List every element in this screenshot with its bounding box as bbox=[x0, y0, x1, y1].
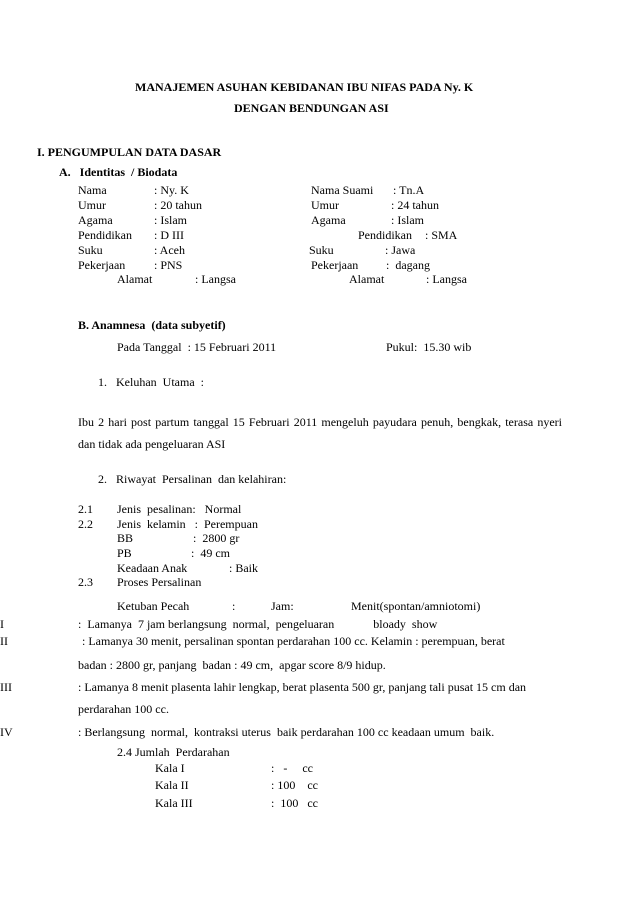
field-value: : Langsa bbox=[426, 272, 467, 286]
riwayat-heading: 2. Riwayat Persalinan dan kelahiran: bbox=[98, 472, 287, 486]
ketuban-jam: Jam: bbox=[271, 599, 294, 613]
kala-text: : Lamanya 7 jam berlangsung normal, pengeluaran bloady show bbox=[78, 617, 438, 631]
item-text: Jenis pesalinan: Normal bbox=[117, 502, 242, 516]
field-label: Nama bbox=[78, 183, 107, 197]
item-text: Proses Persalinan bbox=[117, 575, 202, 589]
kala-roman: IV bbox=[0, 725, 13, 739]
field-label: Pendidikan bbox=[78, 228, 132, 242]
field-label: Agama bbox=[311, 213, 346, 227]
field-value: : D III bbox=[154, 228, 184, 242]
field-label: Alamat bbox=[117, 272, 153, 286]
kala-text: perdarahan 100 cc. bbox=[78, 702, 169, 716]
field-value: : SMA bbox=[425, 228, 458, 242]
ketuban-colon: : bbox=[232, 599, 236, 613]
field-value: : Tn.A bbox=[393, 183, 425, 197]
field-value: : Islam bbox=[391, 213, 424, 227]
field-value: : dagang bbox=[386, 258, 430, 272]
field-value: : Jawa bbox=[385, 243, 416, 257]
identitas-heading: A. Identitas / Biodata bbox=[59, 165, 178, 179]
perdarahan-value: : 100 cc bbox=[271, 796, 318, 810]
item-number: 2.3 bbox=[78, 575, 93, 589]
anamnesa-time: Pukul: 15.30 wib bbox=[386, 340, 472, 354]
perdarahan-value: : 100 cc bbox=[271, 778, 318, 792]
field-label: Agama bbox=[78, 213, 113, 227]
field-label: Alamat bbox=[349, 272, 385, 286]
field-value: : Ny. K bbox=[154, 183, 189, 197]
kala-text: : Berlangsung normal, kontraksi uterus baik perdarahan 100 cc keadaan umum baik. bbox=[78, 725, 495, 739]
perdarahan-value: : - cc bbox=[271, 761, 313, 775]
field-label: Pekerjaan bbox=[78, 258, 126, 272]
ketuban-label: Ketuban Pecah bbox=[117, 599, 190, 613]
kala-text: : Lamanya 30 menit, persalinan spontan perdarahan 100 cc. Kelamin : perempuan, berat bbox=[82, 634, 505, 648]
field-label: Pendidikan bbox=[358, 228, 412, 242]
title-line-2: DENGAN BENDUNGAN ASI bbox=[234, 101, 389, 115]
bb-value: : 2800 gr bbox=[193, 531, 240, 545]
item-number: 2.2 bbox=[78, 517, 93, 531]
ketuban-menit: Menit(spontan/amniotomi) bbox=[351, 599, 481, 613]
kala-roman: II bbox=[0, 634, 8, 648]
field-label: Nama Suami bbox=[311, 183, 374, 197]
field-value: : Islam bbox=[154, 213, 187, 227]
perdarahan-label: Kala II bbox=[155, 778, 189, 792]
field-value: : 20 tahun bbox=[154, 198, 202, 212]
kala-text: : Lamanya 8 menit plasenta lahir lengkap, berat plasenta 500 gr, panjang tali pusat 15 cm dan bbox=[78, 680, 527, 694]
item-number: 2.1 bbox=[78, 502, 93, 516]
item-text: Jenis kelamin : Perempuan bbox=[117, 517, 258, 531]
keluhan-text: Ibu 2 hari post partum tanggal 15 Februari 2011 mengeluh payudara penuh, bengkak, terasa nyeri dan tidak ada pengeluaran ASI bbox=[78, 415, 562, 451]
keadaan-label: Keadaan Anak bbox=[117, 561, 188, 575]
perdarahan-label: Kala I bbox=[155, 761, 185, 775]
bb-label: BB bbox=[117, 531, 134, 545]
field-label: Umur bbox=[311, 198, 339, 212]
pb-value: : 49 cm bbox=[191, 546, 230, 560]
perdarahan-heading: 2.4 Jumlah Perdarahan bbox=[117, 745, 230, 759]
keadaan-value: : Baik bbox=[229, 561, 258, 575]
keluhan-heading: 1. Keluhan Utama : bbox=[98, 375, 204, 389]
title-line-1: MANAJEMEN ASUHAN KEBIDANAN IBU NIFAS PADA Ny. K bbox=[135, 80, 474, 94]
pb-label: PB bbox=[117, 546, 132, 560]
anamnesa-heading: B. Anamnesa (data subyetif) bbox=[78, 318, 226, 332]
section-heading: I. PENGUMPULAN DATA DASAR bbox=[37, 145, 222, 159]
kala-roman: I bbox=[0, 617, 4, 631]
field-value: : Aceh bbox=[154, 243, 185, 257]
field-value: : 24 tahun bbox=[391, 198, 439, 212]
perdarahan-label: Kala III bbox=[155, 796, 193, 810]
field-value: : Langsa bbox=[195, 272, 236, 286]
anamnesa-date: Pada Tanggal : 15 Februari 2011 bbox=[117, 340, 277, 354]
kala-text: badan : 2800 gr, panjang badan : 49 cm, apgar score 8/9 hidup. bbox=[78, 658, 386, 672]
field-label: Suku bbox=[78, 243, 103, 257]
field-value: : PNS bbox=[154, 258, 183, 272]
field-label: Umur bbox=[78, 198, 106, 212]
field-label: Suku bbox=[309, 243, 334, 257]
field-label: Pekerjaan bbox=[311, 258, 359, 272]
kala-roman: III bbox=[0, 680, 12, 694]
